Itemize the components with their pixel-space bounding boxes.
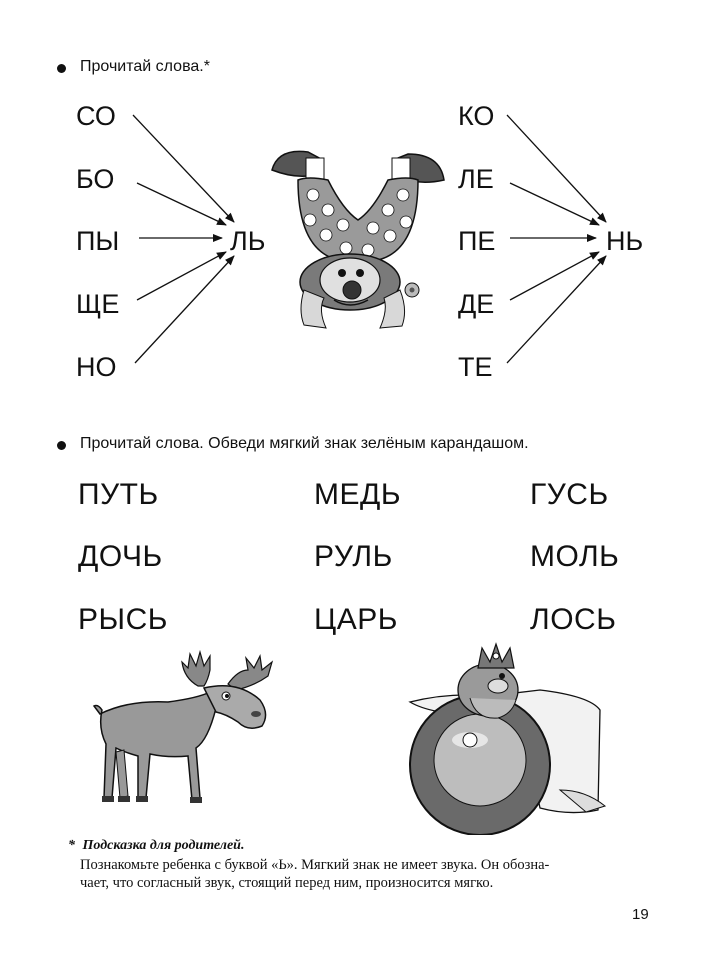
word-r1-c2: МЕДЬ	[314, 478, 402, 511]
hint-line-1: Познакомьте ребенка с буквой «Ь». Мягкий знак не имеет звука. Он обозна-	[80, 857, 550, 873]
left-syllable-1: СО	[76, 101, 116, 131]
hint-line-2: чает, что согласный звук, стоящий перед ним, произносится мягко.	[80, 875, 494, 891]
moose-illustration	[88, 648, 288, 818]
bullet-2	[57, 441, 66, 450]
right-syllable-3: ПЕ	[458, 226, 496, 256]
left-syllable-2: БО	[76, 164, 115, 194]
word-r2-c1: ДОЧЬ	[78, 540, 163, 573]
arrow-left-5	[135, 256, 234, 363]
clown-illustration	[268, 140, 448, 340]
word-r3-c1: РЫСЬ	[78, 603, 168, 636]
arrow-right-2	[510, 183, 599, 225]
hint-title	[68, 838, 244, 854]
arrow-right-1	[507, 115, 606, 222]
page-number: 19	[632, 906, 649, 923]
right-syllable-2: ЛЕ	[458, 164, 494, 194]
arrow-left-4	[137, 252, 226, 300]
word-r2-c3: МОЛЬ	[530, 540, 620, 573]
king-on-ball-illustration	[390, 640, 610, 835]
left-syllable-3: ПЫ	[76, 226, 120, 256]
right-syllable-4: ДЕ	[458, 289, 495, 319]
arrow-left-1	[133, 115, 234, 222]
hint-title-text: Подсказка для родителей.	[82, 838, 245, 853]
instruction-2: Прочитай слова. Обведи мягкий знак зелёным карандашом.	[80, 435, 529, 452]
right-syllable-1: КО	[458, 101, 495, 131]
word-r1-c1: ПУТЬ	[78, 478, 159, 511]
hint-star: *	[68, 838, 75, 853]
instruction-1: Прочитай слова.*	[80, 58, 210, 75]
word-r1-c3: ГУСЬ	[530, 478, 609, 511]
arrow-left-2	[137, 183, 226, 225]
word-r3-c3: ЛОСЬ	[530, 603, 617, 636]
arrow-right-4	[510, 252, 599, 300]
word-r3-c2: ЦАРЬ	[314, 603, 398, 636]
right-syllable-5: ТЕ	[458, 352, 493, 382]
left-target: ЛЬ	[230, 226, 266, 256]
word-r2-c2: РУЛЬ	[314, 540, 393, 573]
arrow-right-5	[507, 256, 606, 363]
right-target: НЬ	[606, 226, 644, 256]
left-syllable-4: ЩЕ	[76, 289, 120, 319]
left-syllable-5: НО	[76, 352, 117, 382]
